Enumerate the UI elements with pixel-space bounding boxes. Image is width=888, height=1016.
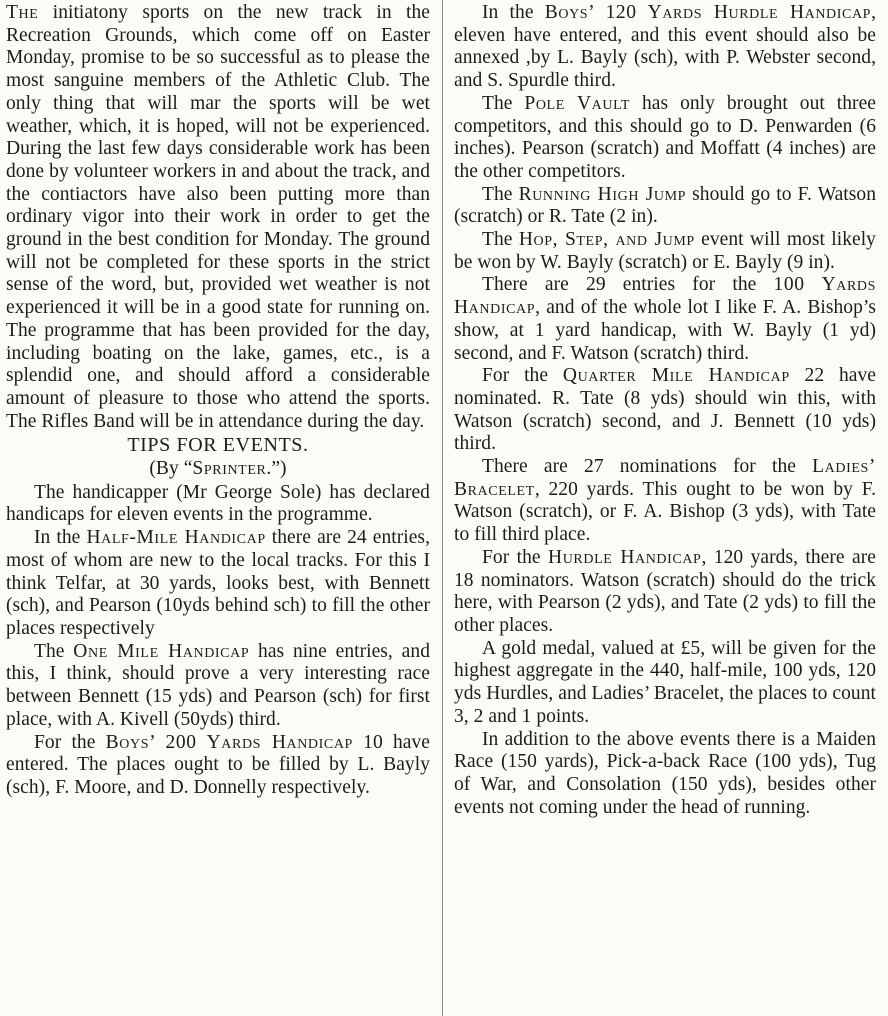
paragraph-quarter-mile <box>454 365 876 456</box>
intro-text: initiatony sports on the new track in the Recreation Grounds, which come off on Easter Monday, promise to be so successful as to please the most sanguine members of the Athletic Club. The only thing that will mar the sports will be wet weather, which, it is hoped, will not be experienced. During the last few days considerable work has been done by volunteer workers in and about the track, and the contiactors have also been putting more than ordinary vigor into their work in order to get the ground in the best condition for Monday. The ground will not be completed for these sports in the strict sense of the word, but, provided wet weather is not experienced it will be in a good state for running on. The programme that has been provided for the day, including boating on the lake, games, etc., is a splendid one, and should afford a considerable amount of pleasure to those who attend the sports. The Rifles Band will be in attendance during the day. <box>6 2 430 432</box>
paragraph-gold-medal: A gold medal, valued at £5, will be given for the highest aggregate in the 440, half-mile, 100 yds, 120 yds Hurdles, and Ladies’ Bracelet, the places to count 3, 2 and 1 points. <box>454 637 876 727</box>
ladies-bracelet-pre: There are 27 nominations for the <box>482 456 813 478</box>
hop-step-post: event will most likely be won by W. Bayly (scratch) or E. Bayly (9 in). <box>454 229 876 273</box>
boys-200-post: 10 have entered. The places ought to be filled by L. Bayly (sch), F. Moore, and D. Donnelly respectively. <box>6 731 431 798</box>
hurdle-event: Hurdle Handicap <box>548 546 702 568</box>
pole-vault-event: Pole Vault <box>524 92 631 114</box>
intro-paragraph <box>6 2 430 433</box>
boys-200-pre: For the <box>34 731 106 753</box>
hurdle-post: , 120 yards, there are 18 nominators. Watson (scratch) should do the trick here, with Pearson (2 yds), and Tate (2 yds) to fill the other places. <box>454 546 876 636</box>
boys-200-event: Boys’ 200 Yards Handicap <box>105 731 353 753</box>
paragraph-hurdle-handicap <box>454 547 876 638</box>
paragraph-ladies-bracelet <box>454 456 876 547</box>
quarter-mile-post: 22 have nominated. R. Tate (8 yds) should win this, with Watson (scratch) second, and J. Bennett (10 yds) third. <box>454 365 876 455</box>
half-mile-event: Half-Mile Handicap <box>86 527 266 549</box>
hundred-yards-pre: There are 29 entries for the <box>482 274 774 296</box>
one-mile-pre: The <box>34 640 74 662</box>
paragraph-other-events: In addition to the above events there is a Maiden Race (150 yards), Pick-a-back Race (100 yds), Tug of War, and Consolation (150 yds), besides other events not coming under the head of running. <box>454 728 876 818</box>
paragraph-high-jump <box>454 184 876 229</box>
ladies-bracelet-event: Ladies’ Bracelet <box>454 456 876 500</box>
boys-hurdle-event: Boys’ 120 Yards Hurdle Handicap <box>544 2 872 23</box>
hurdle-pre: For the <box>482 546 549 568</box>
one-mile-event: One Mile Handicap <box>73 640 250 662</box>
pole-vault-post: has only brought out three competitors, and this should go to D. Penwarden (6 inches). Pearson (scratch) and Moffatt (4 inches) are the other competitors. <box>454 92 876 182</box>
paragraph-boys-hurdle <box>454 2 876 93</box>
high-jump-post: should go to F. Watson (scratch) or R. Tate (2 in). <box>454 183 876 228</box>
hop-step-event: Hop, Step, and Jump <box>518 229 695 251</box>
quarter-mile-event: Quarter Mile Handicap <box>562 365 790 387</box>
paragraph-boys-200 <box>6 732 430 800</box>
boys-hurdle-post: , eleven have entered, and this event should also be annexed ,by L. Bayly (sch), with P. Webster second, and S. Spurdle third. <box>454 2 877 92</box>
paragraph-handicapper: The handicapper (Mr George Sole) has declared handicaps for eleven events in the programme. <box>6 481 430 526</box>
intro-lead-word: The <box>6 2 39 23</box>
hundred-yards-event: 100 Yards Handicap <box>454 274 876 319</box>
paragraph-half-mile <box>6 527 430 641</box>
high-jump-event: Running High Jump <box>518 183 687 205</box>
left-column <box>6 2 430 800</box>
quarter-mile-pre: For the <box>482 365 563 387</box>
right-column <box>454 2 876 819</box>
boys-hurdle-pre: In the <box>482 2 545 23</box>
paragraph-hop-step-jump <box>454 229 876 274</box>
half-mile-pre: In the <box>34 527 87 549</box>
byline-open: (By “ <box>149 458 193 480</box>
byline-name: Sprinter <box>192 458 267 480</box>
hop-step-pre: The <box>482 229 519 251</box>
paragraph-100-yards <box>454 274 876 365</box>
section-heading: TIPS FOR EVENTS. <box>127 434 309 457</box>
high-jump-pre: The <box>482 183 519 205</box>
column-divider <box>442 0 443 1016</box>
ladies-bracelet-post: , 220 yards. This ought to be won by F. Watson (scratch), or F. A. Bishop (3 yds), with Tate to fill third place. <box>454 478 876 546</box>
byline-close: .”) <box>266 458 287 480</box>
byline <box>6 458 430 481</box>
one-mile-post: has nine entries, and this, I think, should prove a very interesting race between Bennett (15 yds) and Pearson (sch) for first place, with A. Kivell (50yds) third. <box>6 640 430 730</box>
paragraph-pole-vault <box>454 93 876 184</box>
half-mile-post: there are 24 entries, most of whom are new to the local tracks. For this I think Telfar, at 30 yards, looks best, with Bennett (sch), and Pearson (10yds behind sch) to fill the other places respectively <box>6 527 431 639</box>
hundred-yards-post: , and of the whole lot I like F. A. Bishop’s show, at 1 yard handicap, with W. Bayly (1 yd) second, and F. Watson (scratch) third. <box>454 297 876 364</box>
paragraph-one-mile <box>6 641 430 732</box>
pole-vault-pre: The <box>482 92 525 114</box>
